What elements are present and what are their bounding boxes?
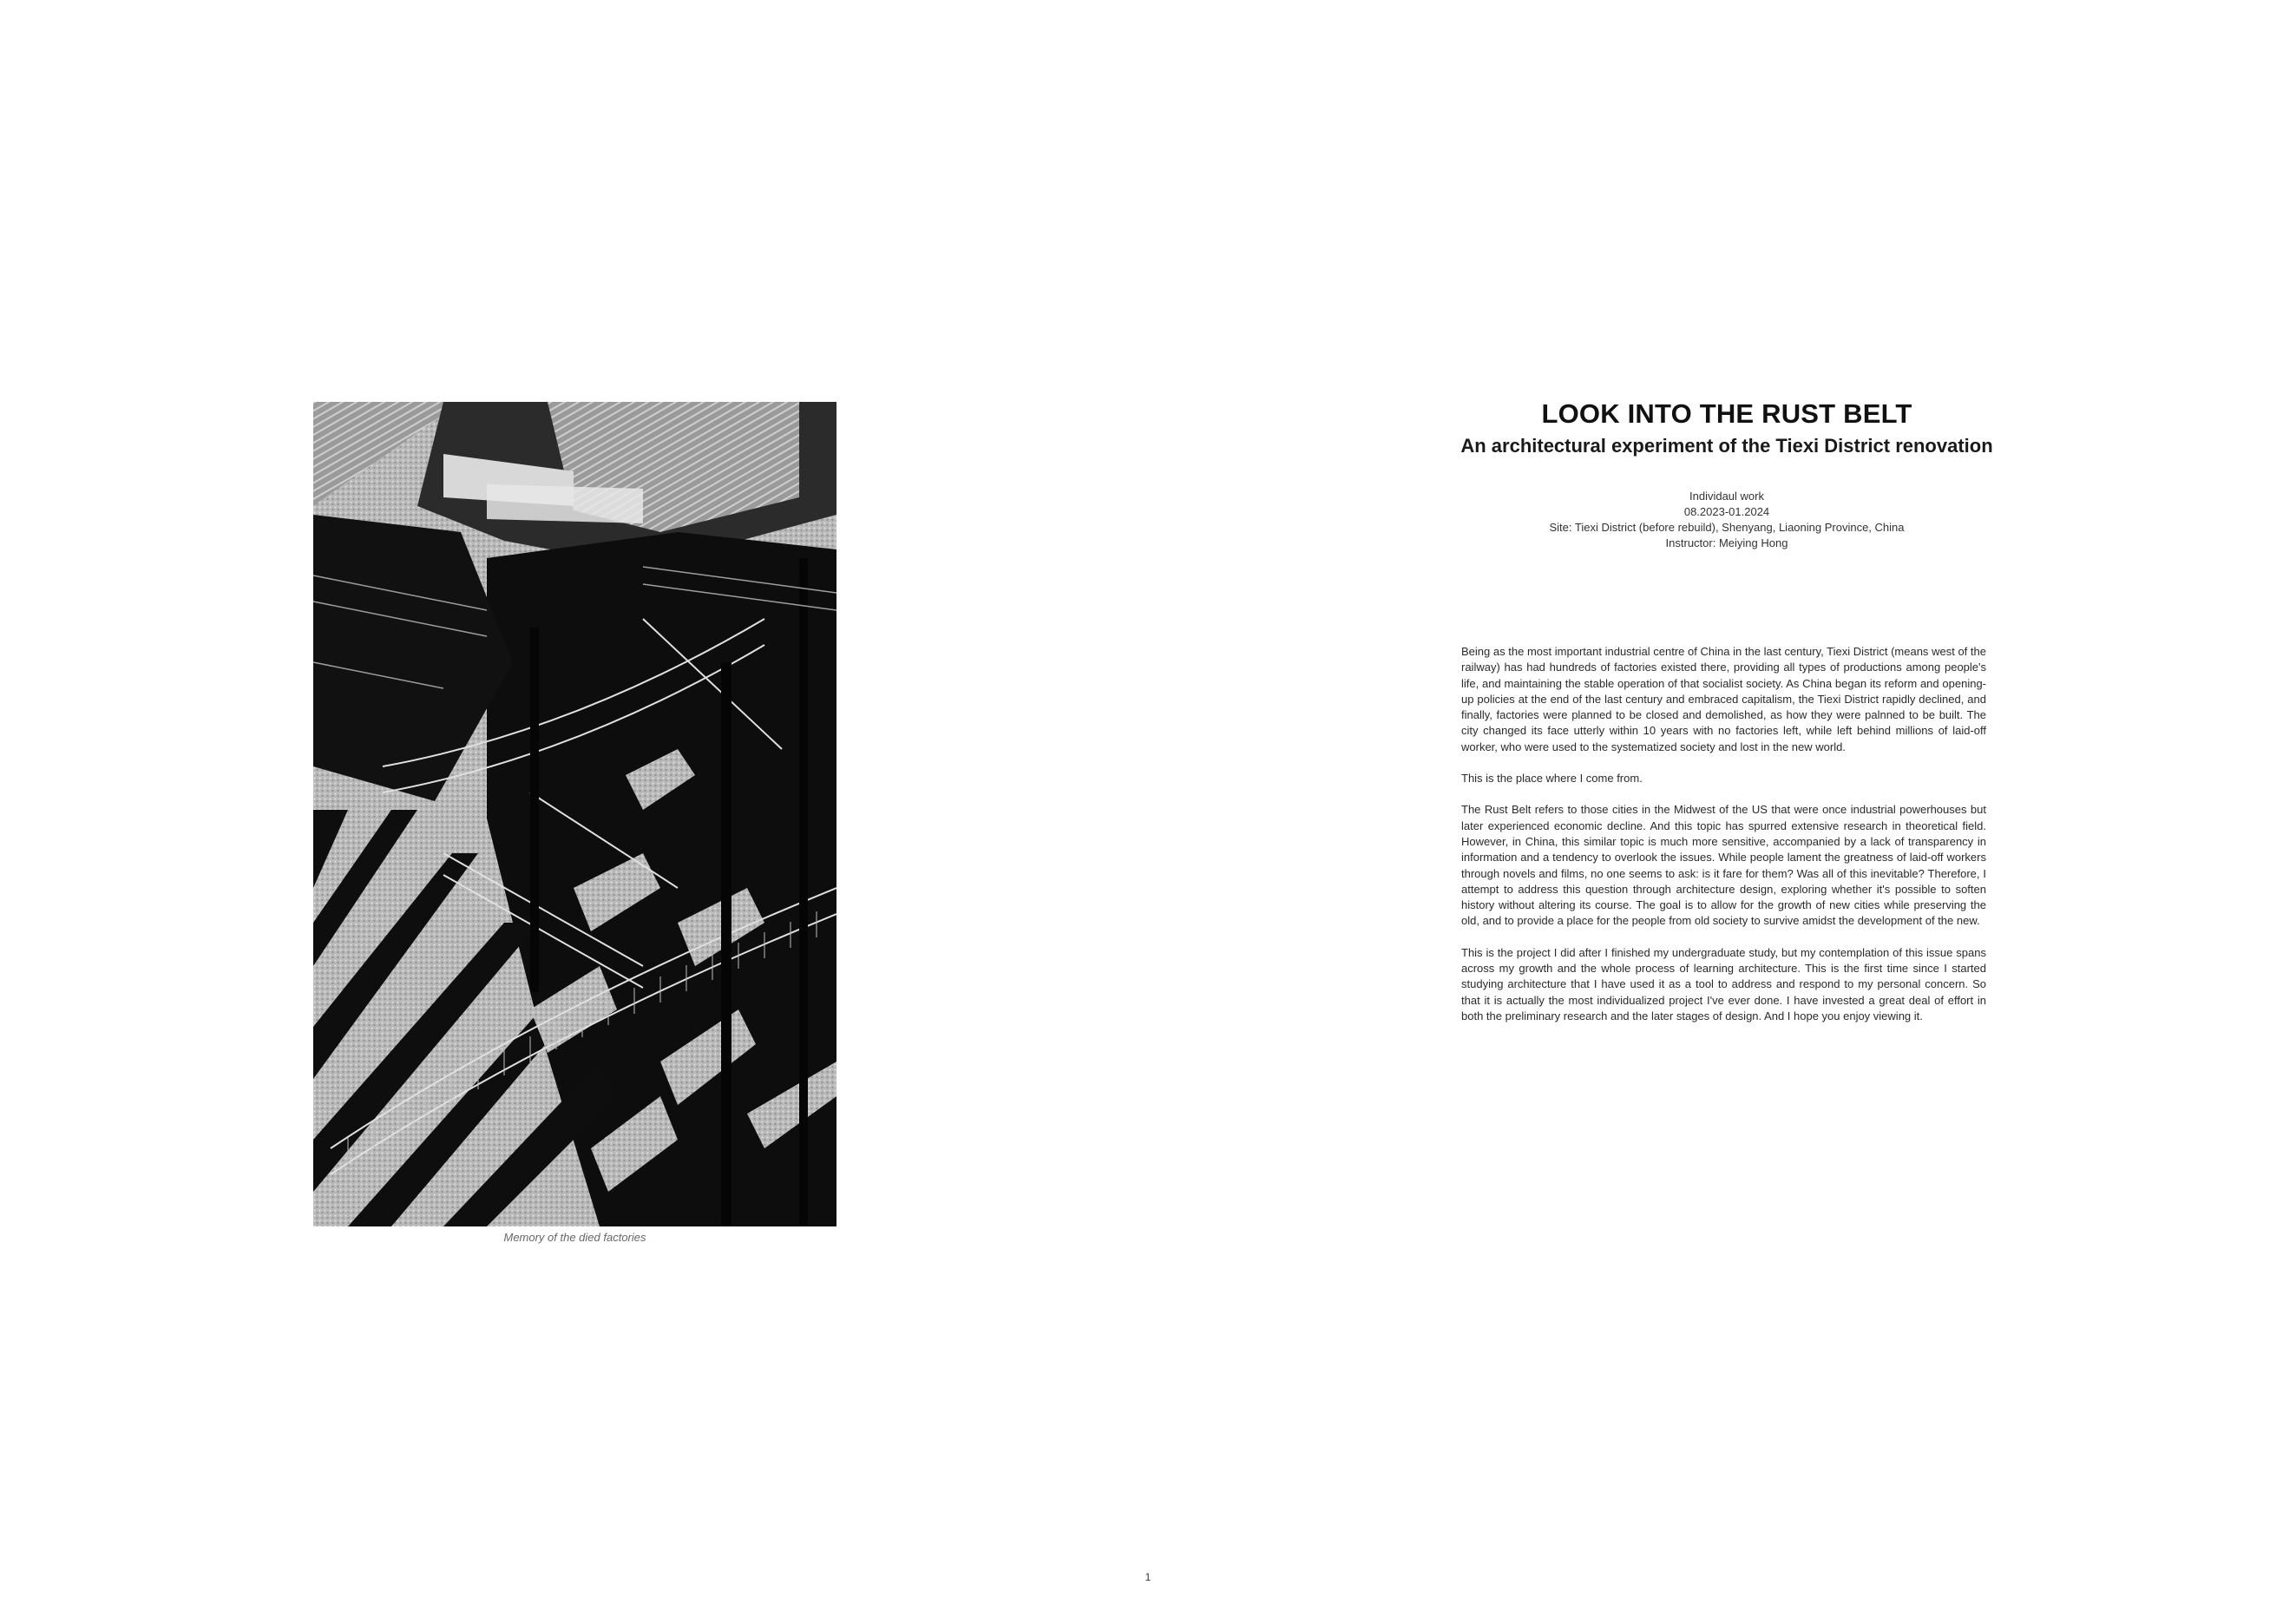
page-title: LOOK INTO THE RUST BELT [1541,398,1912,429]
paragraph: Being as the most important industrial centre of China in the last century, Tiexi District (means west of the railway) has had hundreds of factories existed there, providing all types of productions among people's life, and maintaining the stable operation of that socialist society. As China began its reform and opening-up policies at the end of the last century and embraced capitalism, the Tiexi District rapidly declined, and finally, factories were planned to be closed and demolished, as how they were palnned to be built. The city changed its face utterly within 10 years with no factories left, while left behind millions of laid-off worker, who were used to the systematized society and lost in the new world. [1461,645,1986,753]
work-type: Individaul work [1689,490,1764,503]
paragraph: This is the place where I come from. [1461,772,1643,786]
project-meta [1458,489,1996,551]
factory-structure-image [313,402,836,1226]
factory-photograph [313,402,836,1226]
page-number: 1 [1145,1571,1151,1583]
project-instructor: Instructor: Meiying Hong [1665,536,1788,549]
page-subtitle: An architectural experiment of the Tiexi District renovation [1460,435,1993,457]
paragraph: The Rust Belt refers to those cities in the Midwest of the US that were once industrial powerhouses but later experienced economic decline. And this topic has spurred extensive research in theoretical field. However, in China, this similar topic is much more sensitive, accompanied by a lack of transparency in information and a tendency to overlook the issues. While people lament the greatness of laid-off workers through novels and films, no one seems to ask: is it fare for them? Was all of this inevitable? Therefore, I attempt to address this question through architecture design, exploring whether it's possible to soften history without altering its course. The goal is to allow for the growth of new cities while preserving the old, and to provide a place for the people from old society to survive amidst the development of the new. [1461,803,1986,928]
project-site: Site: Tiexi District (before rebuild), Shenyang, Liaoning Province, China [1549,521,1905,534]
figure-caption: Memory of the died factories [503,1231,646,1244]
project-description [1461,644,1986,1040]
paragraph: This is the project I did after I finished my undergraduate study, but my contemplation of this issue spans across my growth and the whole process of learning architecture. This is the first time since I started studying architecture that I have used it as a tool to address and respond to my personal concern. So that it is actually the most individualized project I've ever done. I have invested a great deal of effort in both the preliminary research and the later stages of design. And I hope you enjoy viewing it. [1461,945,1986,1022]
project-dates: 08.2023-01.2024 [1683,505,1770,518]
